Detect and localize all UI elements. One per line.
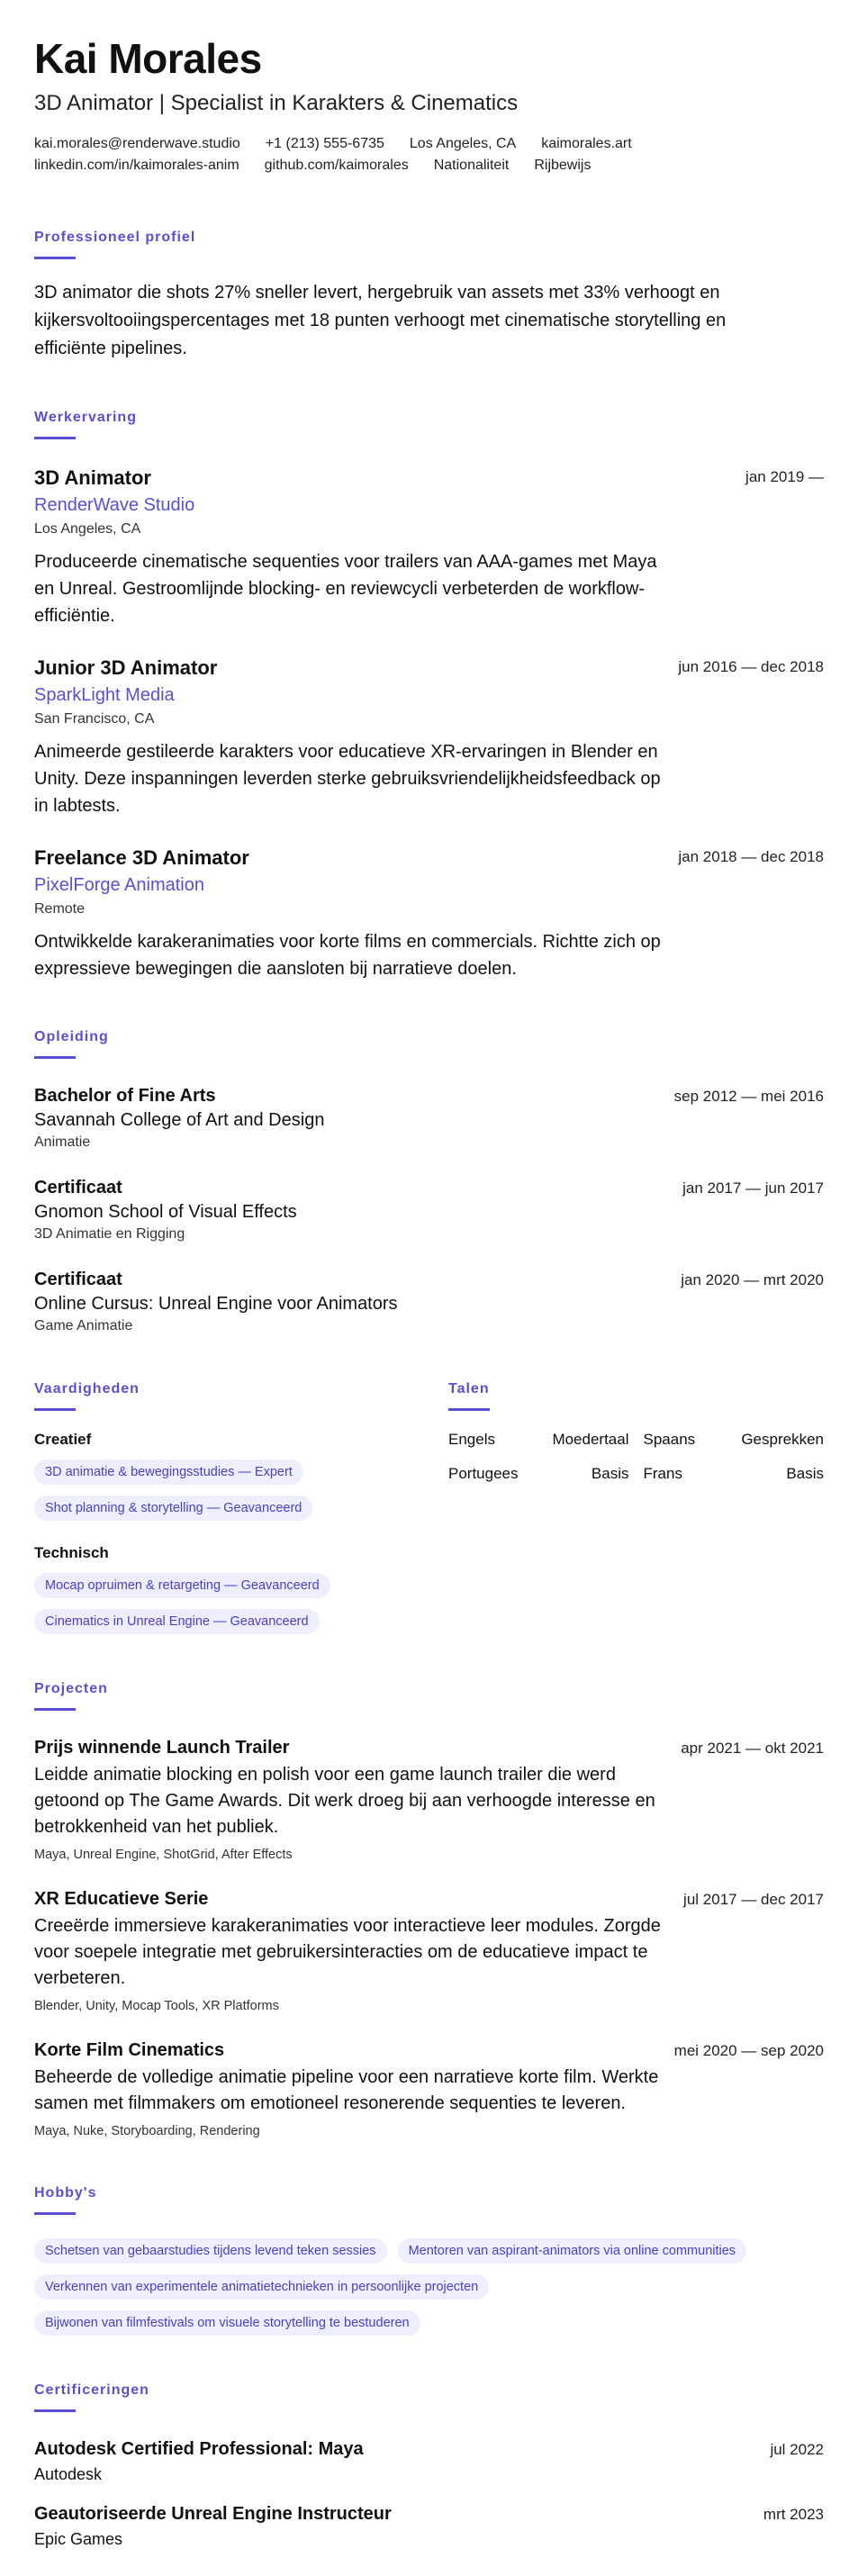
contact-github[interactable]: github.com/kaimorales — [264, 157, 409, 173]
contact-phone[interactable]: +1 (213) 555-6735 — [265, 135, 384, 151]
degree: Certificaat — [34, 1269, 122, 1289]
section-divider — [448, 1408, 490, 1411]
section-title: Talen — [448, 1380, 490, 1396]
project-date: mei 2020 — sep 2020 — [673, 2041, 824, 2059]
project-name: Korte Film Cinematics — [34, 2039, 225, 2060]
certification-date: mrt 2023 — [763, 2505, 824, 2523]
hobby-chip: Verkennen van experimentele animatietechnieken in persoonlijke projecten — [34, 2274, 489, 2300]
skills-languages-row — [34, 1381, 824, 1634]
language-level: Basis — [591, 1464, 629, 1482]
field-of-study: Game Animatie — [34, 1317, 133, 1333]
skill-category: Creatief — [34, 1430, 92, 1448]
language-item — [644, 1431, 825, 1449]
skill-chip: Cinematics in Unreal Engine — Geavanceerd — [34, 1609, 320, 1634]
skills-section — [34, 1381, 394, 1634]
education-date: sep 2012 — mei 2016 — [673, 1087, 824, 1105]
job-company: PixelForge Animation — [34, 874, 204, 895]
language-item — [448, 1465, 629, 1483]
resume-header — [34, 36, 824, 174]
section-divider — [34, 437, 76, 439]
experience-section — [34, 410, 824, 982]
education-item — [34, 1086, 824, 1151]
hobby-chip: Mentoren van aspirant-animators via online communities — [398, 2238, 746, 2264]
job-title: Junior 3D Animator — [34, 655, 218, 679]
section-title: Opleiding — [34, 1028, 109, 1044]
certification-date: jul 2022 — [770, 2440, 824, 2458]
job-description: Ontwikkelde karakeranimaties voor korte films en commercials. Richtte zich op expressieve bewegingen die aansloten bij narratieve doelen. — [34, 931, 661, 979]
field-of-study: 3D Animatie en Rigging — [34, 1225, 185, 1242]
language-list — [448, 1431, 824, 1483]
section-divider — [34, 2212, 76, 2215]
skill-category: Technisch — [34, 1543, 109, 1561]
school: Savannah College of Art and Design — [34, 1109, 325, 1130]
job-location: Remote — [34, 900, 86, 917]
job-date: jan 2019 — — [745, 467, 824, 485]
section-title: Hobby's — [34, 2184, 97, 2201]
contact-location: Los Angeles, CA — [409, 135, 517, 151]
language-name: Engels — [448, 1430, 495, 1448]
certification-issuer: Autodesk — [34, 2464, 103, 2483]
languages-section — [448, 1381, 824, 1634]
language-name: Spaans — [643, 1430, 696, 1448]
section-title: Werkervaring — [34, 409, 137, 425]
education-item — [34, 1178, 824, 1243]
skill-chip: 3D animatie & bewegingsstudies — Expert — [34, 1460, 303, 1485]
profile-summary: 3D animator die shots 27% sneller levert, hergebruik van assets met 33% verhoogt en kijkersvoltooiingspercentages met 18 punten verhoogt met cinematische storytelling en efficiënte pipelines. — [34, 282, 727, 358]
job-company: SparkLight Media — [34, 684, 175, 705]
project-item — [34, 1738, 824, 1862]
section-divider — [34, 2409, 76, 2412]
job-title: Freelance 3D Animator — [34, 845, 249, 869]
section-title: Vaardigheden — [34, 1380, 140, 1396]
section-title: Professioneel profiel — [34, 229, 196, 245]
experience-item — [34, 466, 824, 629]
contact-nationality: Nationaliteit — [433, 157, 510, 173]
project-description: Creeërde immersieve karakeranimaties voor interactieve leer modules. Zorgde voor soepele integratie met gebruikersinteracties om de educatieve impact te verbeteren. — [34, 1915, 661, 1988]
project-description: Beheerde de volledige animatie pipeline voor een narratieve korte film. Werkte samen met filmmakers om emotioneel resonerende sequenties te leveren. — [34, 2066, 659, 2113]
job-location: Los Angeles, CA — [34, 520, 141, 537]
project-date: jul 2017 — dec 2017 — [683, 1890, 824, 1908]
section-divider — [34, 1056, 76, 1059]
hobbies-section — [34, 2185, 824, 2336]
project-item — [34, 1889, 824, 2013]
experience-item — [34, 656, 824, 819]
skill-chip: Mocap opruimen & retargeting — Geavanceerd — [34, 1573, 330, 1598]
project-date: apr 2021 — okt 2021 — [681, 1739, 824, 1757]
job-title: 3D Animator — [34, 465, 151, 489]
project-name: Prijs winnende Launch Trailer — [34, 1737, 290, 1758]
education-date: jan 2017 — jun 2017 — [682, 1179, 824, 1197]
profile-section — [34, 230, 824, 363]
candidate-name: Kai Morales — [34, 35, 262, 82]
degree: Certificaat — [34, 1177, 122, 1198]
contact-license: Rijbewijs — [534, 157, 592, 173]
certification-issuer: Epic Games — [34, 2529, 123, 2548]
section-divider — [34, 257, 76, 259]
language-level: Moedertaal — [552, 1430, 629, 1448]
contact-website[interactable]: kaimorales.art — [541, 135, 632, 151]
contact-info — [34, 136, 754, 174]
section-title: Projecten — [34, 1680, 108, 1696]
certification-name: Autodesk Certified Professional: Maya — [34, 2438, 364, 2459]
education-section — [34, 1029, 824, 1334]
project-tech: Maya, Unreal Engine, ShotGrid, After Effects — [34, 1847, 293, 1862]
language-name: Portugees — [448, 1464, 519, 1482]
language-level: Gesprekken — [741, 1430, 824, 1448]
section-title: Certificeringen — [34, 2382, 149, 2398]
hobby-chip: Bijwonen van filmfestivals om visuele storytelling te bestuderen — [34, 2310, 420, 2336]
skill-list — [34, 1449, 394, 1521]
skill-list — [34, 1562, 394, 1634]
job-location: San Francisco, CA — [34, 710, 155, 727]
headline: 3D Animator | Specialist in Karakters & Cinematics — [34, 90, 519, 115]
school: Online Cursus: Unreal Engine voor Animators — [34, 1293, 398, 1314]
certification-item — [34, 2439, 824, 2484]
degree: Bachelor of Fine Arts — [34, 1085, 216, 1106]
section-divider — [34, 1408, 76, 1411]
project-tech: Blender, Unity, Mocap Tools, XR Platforms — [34, 1998, 279, 2013]
job-date: jun 2016 — dec 2018 — [678, 657, 824, 675]
projects-section — [34, 1681, 824, 2138]
project-tech: Maya, Nuke, Storyboarding, Rendering — [34, 2123, 260, 2138]
hobby-list — [34, 2228, 826, 2336]
certification-name: Geautoriseerde Unreal Engine Instructeur — [34, 2503, 392, 2524]
job-date: jan 2018 — dec 2018 — [678, 847, 824, 865]
job-company: RenderWave Studio — [34, 494, 195, 515]
certification-item — [34, 2504, 824, 2549]
project-name: XR Educatieve Serie — [34, 1888, 209, 1909]
experience-item — [34, 846, 824, 982]
job-description: Produceerde cinematische sequenties voor trailers van AAA-games met Maya en Unreal. Gestroomlijnde blocking- en reviewcycli verbeterden de workflow-efficiëntie. — [34, 551, 657, 626]
field-of-study: Animatie — [34, 1134, 91, 1150]
contact-email[interactable]: kai.morales@renderwave.studio — [34, 135, 240, 151]
job-description: Animeerde gestileerde karakters voor educatieve XR-ervaringen in Blender en Unity. Deze inspanningen leverden sterke gebruiksvriendelijkheidsfeedback op in labtests. — [34, 741, 661, 816]
certifications-section — [34, 2382, 824, 2549]
education-date: jan 2020 — mrt 2020 — [681, 1270, 824, 1288]
school: Gnomon School of Visual Effects — [34, 1201, 297, 1222]
language-item — [644, 1465, 825, 1483]
skill-chip: Shot planning & storytelling — Geavanceerd — [34, 1496, 312, 1521]
language-level: Basis — [786, 1464, 824, 1482]
hobby-chip: Schetsen van gebaarstudies tijdens levend teken sessies — [34, 2238, 387, 2264]
contact-linkedin[interactable]: linkedin.com/in/kaimorales-anim — [34, 157, 239, 173]
section-divider — [34, 1708, 76, 1711]
language-name: Frans — [643, 1464, 682, 1482]
language-item — [448, 1431, 629, 1449]
education-item — [34, 1270, 824, 1334]
project-item — [34, 2040, 824, 2138]
project-description: Leidde animatie blocking en polish voor een game launch trailer die werd getoond op The Game Awards. Dit werk droeg bij aan verhoogde interesse en betrokkenheid van het publiek. — [34, 1764, 655, 1837]
